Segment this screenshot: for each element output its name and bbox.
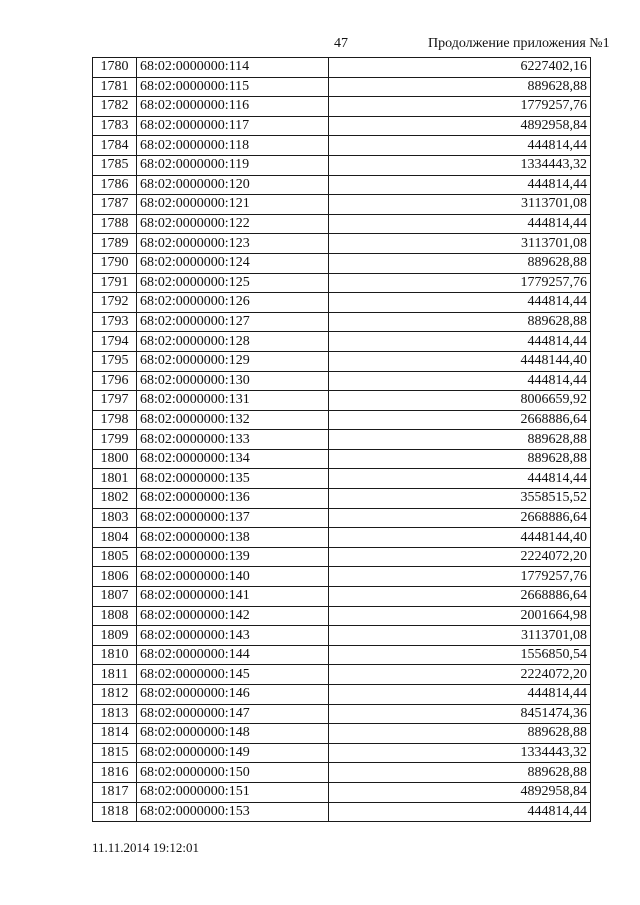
- table-row: [93, 587, 591, 607]
- cadastral-number-cell: 68:02:0000000:131: [137, 391, 329, 411]
- cadastral-number-cell: 68:02:0000000:140: [137, 567, 329, 587]
- table-row: [93, 273, 591, 293]
- table-row: [93, 645, 591, 665]
- row-number-cell: 1817: [93, 782, 137, 802]
- cadastral-number-cell: 68:02:0000000:150: [137, 763, 329, 783]
- amount-cell: 889628,88: [328, 77, 590, 97]
- table-row: [93, 58, 591, 78]
- amount-cell: 2668886,64: [328, 410, 590, 430]
- table-row: [93, 724, 591, 744]
- appendix-caption: Продолжение приложения №1: [428, 36, 610, 51]
- amount-cell: 2668886,64: [328, 508, 590, 528]
- row-number-cell: 1805: [93, 547, 137, 567]
- amount-cell: 3558515,52: [328, 489, 590, 509]
- row-number-cell: 1807: [93, 587, 137, 607]
- cadastral-number-cell: 68:02:0000000:148: [137, 724, 329, 744]
- cadastral-number-cell: 68:02:0000000:130: [137, 371, 329, 391]
- table-row: [93, 430, 591, 450]
- amount-cell: 444814,44: [328, 371, 590, 391]
- row-number-cell: 1797: [93, 391, 137, 411]
- table-row: [93, 214, 591, 234]
- table-row: [93, 410, 591, 430]
- table-row: [93, 606, 591, 626]
- row-number-cell: 1804: [93, 528, 137, 548]
- table-row: [93, 351, 591, 371]
- row-number-cell: 1783: [93, 116, 137, 136]
- cadastral-number-cell: 68:02:0000000:151: [137, 782, 329, 802]
- amount-cell: 444814,44: [328, 685, 590, 705]
- row-number-cell: 1810: [93, 645, 137, 665]
- table-row: [93, 665, 591, 685]
- row-number-cell: 1816: [93, 763, 137, 783]
- table-row: [93, 547, 591, 567]
- row-number-cell: 1790: [93, 253, 137, 273]
- cadastral-number-cell: 68:02:0000000:133: [137, 430, 329, 450]
- amount-cell: 3113701,08: [328, 234, 590, 254]
- cadastral-number-cell: 68:02:0000000:124: [137, 253, 329, 273]
- row-number-cell: 1782: [93, 97, 137, 117]
- row-number-cell: 1791: [93, 273, 137, 293]
- row-number-cell: 1815: [93, 743, 137, 763]
- amount-cell: 4448144,40: [328, 528, 590, 548]
- amount-cell: 889628,88: [328, 763, 590, 783]
- amount-cell: 889628,88: [328, 430, 590, 450]
- cadastral-number-cell: 68:02:0000000:114: [137, 58, 329, 78]
- table-row: [93, 136, 591, 156]
- row-number-cell: 1796: [93, 371, 137, 391]
- row-number-cell: 1802: [93, 489, 137, 509]
- row-number-cell: 1784: [93, 136, 137, 156]
- table-row: [93, 763, 591, 783]
- table-row: [93, 782, 591, 802]
- table-row: [93, 449, 591, 469]
- cadastral-number-cell: 68:02:0000000:126: [137, 293, 329, 313]
- cadastral-number-cell: 68:02:0000000:147: [137, 704, 329, 724]
- row-number-cell: 1806: [93, 567, 137, 587]
- table-row: [93, 234, 591, 254]
- cadastral-number-cell: 68:02:0000000:153: [137, 802, 329, 822]
- cadastral-number-cell: 68:02:0000000:127: [137, 312, 329, 332]
- page-number: 47: [334, 36, 348, 51]
- row-number-cell: 1787: [93, 195, 137, 215]
- row-number-cell: 1793: [93, 312, 137, 332]
- cadastral-number-cell: 68:02:0000000:123: [137, 234, 329, 254]
- amount-cell: 1556850,54: [328, 645, 590, 665]
- table-row: [93, 97, 591, 117]
- amount-cell: 889628,88: [328, 312, 590, 332]
- amount-cell: 4892958,84: [328, 782, 590, 802]
- row-number-cell: 1789: [93, 234, 137, 254]
- row-number-cell: 1811: [93, 665, 137, 685]
- cadastral-number-cell: 68:02:0000000:144: [137, 645, 329, 665]
- row-number-cell: 1785: [93, 155, 137, 175]
- amount-cell: 444814,44: [328, 469, 590, 489]
- amount-cell: 1779257,76: [328, 97, 590, 117]
- cadastral-number-cell: 68:02:0000000:119: [137, 155, 329, 175]
- cadastral-number-cell: 68:02:0000000:141: [137, 587, 329, 607]
- cadastral-number-cell: 68:02:0000000:116: [137, 97, 329, 117]
- amount-cell: 6227402,16: [328, 58, 590, 78]
- amount-cell: 444814,44: [328, 293, 590, 313]
- row-number-cell: 1803: [93, 508, 137, 528]
- table-row: [93, 704, 591, 724]
- cadastral-number-cell: 68:02:0000000:143: [137, 626, 329, 646]
- cadastral-number-cell: 68:02:0000000:142: [137, 606, 329, 626]
- amount-cell: 1779257,76: [328, 273, 590, 293]
- row-number-cell: 1788: [93, 214, 137, 234]
- cadastral-number-cell: 68:02:0000000:146: [137, 685, 329, 705]
- amount-cell: 3113701,08: [328, 195, 590, 215]
- cadastral-number-cell: 68:02:0000000:145: [137, 665, 329, 685]
- print-timestamp: 11.11.2014 19:12:01: [92, 840, 200, 855]
- amount-cell: 2224072,20: [328, 665, 590, 685]
- row-number-cell: 1808: [93, 606, 137, 626]
- row-number-cell: 1780: [93, 58, 137, 78]
- row-number-cell: 1801: [93, 469, 137, 489]
- row-number-cell: 1792: [93, 293, 137, 313]
- table-row: [93, 391, 591, 411]
- table-row: [93, 489, 591, 509]
- amount-cell: 444814,44: [328, 332, 590, 352]
- cadastral-number-cell: 68:02:0000000:121: [137, 195, 329, 215]
- row-number-cell: 1813: [93, 704, 137, 724]
- row-number-cell: 1786: [93, 175, 137, 195]
- amount-cell: 2668886,64: [328, 587, 590, 607]
- cadastral-number-cell: 68:02:0000000:125: [137, 273, 329, 293]
- table-row: [93, 155, 591, 175]
- amount-cell: 889628,88: [328, 253, 590, 273]
- cadastral-number-cell: 68:02:0000000:118: [137, 136, 329, 156]
- amount-cell: 1334443,32: [328, 743, 590, 763]
- table-row: [93, 116, 591, 136]
- cadastral-number-cell: 68:02:0000000:135: [137, 469, 329, 489]
- registry-table: [92, 57, 591, 822]
- registry-table-body: [93, 58, 591, 822]
- cadastral-number-cell: 68:02:0000000:134: [137, 449, 329, 469]
- table-row: [93, 626, 591, 646]
- table-row: [93, 802, 591, 822]
- table-row: [93, 469, 591, 489]
- amount-cell: 889628,88: [328, 724, 590, 744]
- row-number-cell: 1794: [93, 332, 137, 352]
- amount-cell: 3113701,08: [328, 626, 590, 646]
- amount-cell: 889628,88: [328, 449, 590, 469]
- table-row: [93, 528, 591, 548]
- row-number-cell: 1798: [93, 410, 137, 430]
- amount-cell: 1779257,76: [328, 567, 590, 587]
- amount-cell: 444814,44: [328, 136, 590, 156]
- cadastral-number-cell: 68:02:0000000:128: [137, 332, 329, 352]
- amount-cell: 444814,44: [328, 214, 590, 234]
- table-row: [93, 77, 591, 97]
- amount-cell: 8006659,92: [328, 391, 590, 411]
- cadastral-number-cell: 68:02:0000000:115: [137, 77, 329, 97]
- table-row: [93, 175, 591, 195]
- table-row: [93, 743, 591, 763]
- cadastral-number-cell: 68:02:0000000:149: [137, 743, 329, 763]
- row-number-cell: 1809: [93, 626, 137, 646]
- row-number-cell: 1781: [93, 77, 137, 97]
- cadastral-number-cell: 68:02:0000000:122: [137, 214, 329, 234]
- amount-cell: 444814,44: [328, 175, 590, 195]
- table-row: [93, 332, 591, 352]
- cadastral-number-cell: 68:02:0000000:138: [137, 528, 329, 548]
- row-number-cell: 1799: [93, 430, 137, 450]
- row-number-cell: 1795: [93, 351, 137, 371]
- table-row: [93, 508, 591, 528]
- amount-cell: 4448144,40: [328, 351, 590, 371]
- cadastral-number-cell: 68:02:0000000:117: [137, 116, 329, 136]
- cadastral-number-cell: 68:02:0000000:120: [137, 175, 329, 195]
- table-row: [93, 371, 591, 391]
- table-row: [93, 685, 591, 705]
- amount-cell: 8451474,36: [328, 704, 590, 724]
- cadastral-number-cell: 68:02:0000000:129: [137, 351, 329, 371]
- cadastral-number-cell: 68:02:0000000:137: [137, 508, 329, 528]
- amount-cell: 444814,44: [328, 802, 590, 822]
- cadastral-number-cell: 68:02:0000000:139: [137, 547, 329, 567]
- amount-cell: 4892958,84: [328, 116, 590, 136]
- row-number-cell: 1800: [93, 449, 137, 469]
- table-row: [93, 195, 591, 215]
- row-number-cell: 1814: [93, 724, 137, 744]
- amount-cell: 1334443,32: [328, 155, 590, 175]
- amount-cell: 2001664,98: [328, 606, 590, 626]
- amount-cell: 2224072,20: [328, 547, 590, 567]
- table-row: [93, 312, 591, 332]
- table-row: [93, 567, 591, 587]
- row-number-cell: 1818: [93, 802, 137, 822]
- table-row: [93, 293, 591, 313]
- cadastral-number-cell: 68:02:0000000:136: [137, 489, 329, 509]
- row-number-cell: 1812: [93, 685, 137, 705]
- cadastral-number-cell: 68:02:0000000:132: [137, 410, 329, 430]
- table-row: [93, 253, 591, 273]
